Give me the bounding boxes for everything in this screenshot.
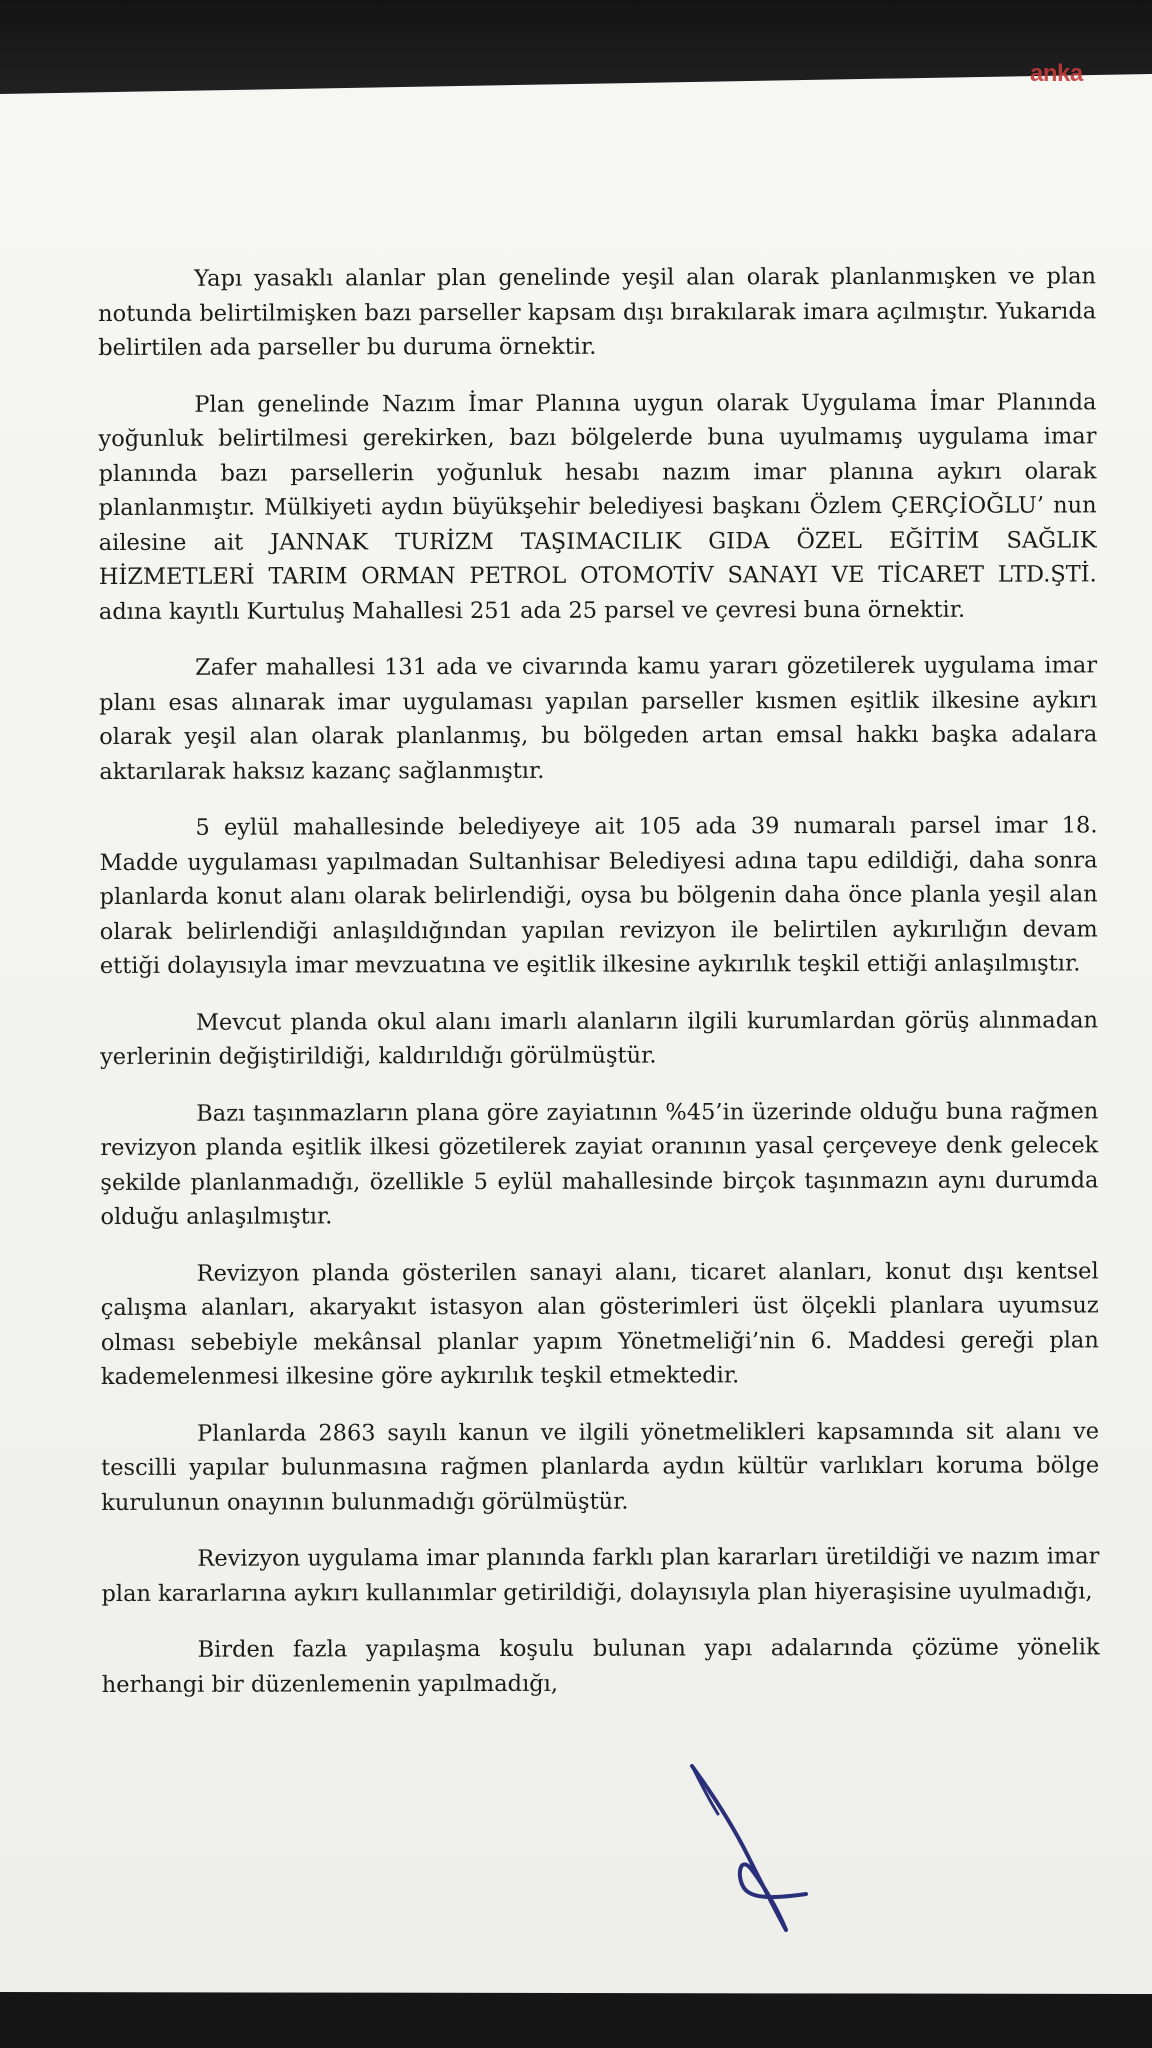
paragraph: Planlarda 2863 sayılı kanun ve ilgili yönetmelikleri kapsamında sit alanı ve tescilli yapılar bulunmasına rağmen planlarda aydın kültür varlıkları koruma bölge kurulunun onayının bulunmadığı görülmüştür.: [101, 1417, 1100, 1516]
paragraph: Mevcut planda okul alanı imarlı alanların ilgili kurumlardan görüş alınmadan yerlerinin değiştirildiği, kaldırıldığı görülmüştür.: [100, 1006, 1099, 1070]
paragraph: Plan genelinde Nazım İmar Planına uygun olarak Uygulama İmar Planında yoğunluk belirtilmesi gerekirken, bazı bölgelerde buna uyulmamış uygulama imar planında bazı parsellerin yoğunluk hesabı nazım imar planına aykırı olarak planlanmıştır. Mülkiyeti aydın büyükşehir belediyesi başkanı Özlem ÇERÇİOĞLU’ nun ailesine ait JANNAK TURİZM TAŞIMACILIK GIDA ÖZEL EĞİTİM SAĞLIK HİZMETLERİ TARIM ORMAN PETROL OTOMOTİV SANAYI VE TİCARET LTD.ŞTİ. adına kayıtlı Kurtuluş Mahallesi 251 ada 25 parsel ve çevresi buna örnektir.: [98, 388, 1097, 625]
paragraph: Revizyon planda gösterilen sanayi alanı, ticaret alanları, konut dışı kentsel çalışma alanları, akaryakıt istasyon alan gösterimleri üst ölçekli planlara uyumsuz olması sebebiyle mekânsal planlar yapım Yönetmeliği’nin 6. Maddesi gereği plan kademelenmesi ilkesine göre aykırılık teşkil etmektedir.: [100, 1257, 1099, 1390]
handwritten-signature: [678, 1758, 818, 1938]
paragraph: Zafer mahallesi 131 ada ve civarında kamu yararı gözetilerek uygulama imar planı esas alınarak imar uygulaması yapılan parseller kısmen eşitlik ilkesine aykırı olarak yeşil alan olarak planlanmış, bu bölgeden artan emsal hakkı başka adalara aktarılarak haksız kazanç sağlanmıştır.: [99, 652, 1098, 785]
paragraph: Bazı taşınmazların plana göre zayiatının %45’in üzerinde olduğu buna rağmen revizyon planda eşitlik ilkesi gözetilerek zayiat oranının yasal çerçeveye denk gelecek şekilde planlanmadığı, özellikle 5 eylül mahallesinde birçok taşınmazın aynı durumda olduğu anlaşılmıştır.: [100, 1097, 1099, 1230]
paragraph: Birden fazla yapılaşma koşulu bulunan yapı adalarında çözüme yönelik herhangi bir düzenlemenin yapılmadığı,: [101, 1634, 1100, 1698]
document-body: [98, 259, 1100, 1724]
paragraph: Yapı yasaklı alanlar plan genelinde yeşil alan olarak planlanmışken ve plan notunda belirtilmişken bazı parseller kapsam dışı bırakılarak imara açılmıştır. Yukarıda belirtilen ada parseller bu duruma örnektir.: [98, 263, 1097, 361]
paragraph: Revizyon uygulama imar planında farklı plan kararları üretildiği ve nazım imar plan kararlarına aykırı kullanımlar getirildiği, dolayısıyla plan hiyeraşisine uyulmadığı,: [101, 1543, 1100, 1607]
watermark-logo: anka: [1030, 60, 1083, 87]
paragraph: 5 eylül mahallesinde belediyeye ait 105 ada 39 numaralı parsel imar 18. Madde uygulaması yapılmadan Sultanhisar Belediyesi adına tapu edildiği, daha sonra planlarda konut alanı olarak belirlendiği, oysa bu bölgenin daha önce planla yeşil alan olarak belirlendiği anlaşıldığından yapılan revizyon ile belirtilen aykırılığın devam ettiği dolayısıyla imar mevzuatına ve eşitlik ilkesine aykırılık teşkil ettiği anlaşılmıştır.: [99, 812, 1098, 979]
